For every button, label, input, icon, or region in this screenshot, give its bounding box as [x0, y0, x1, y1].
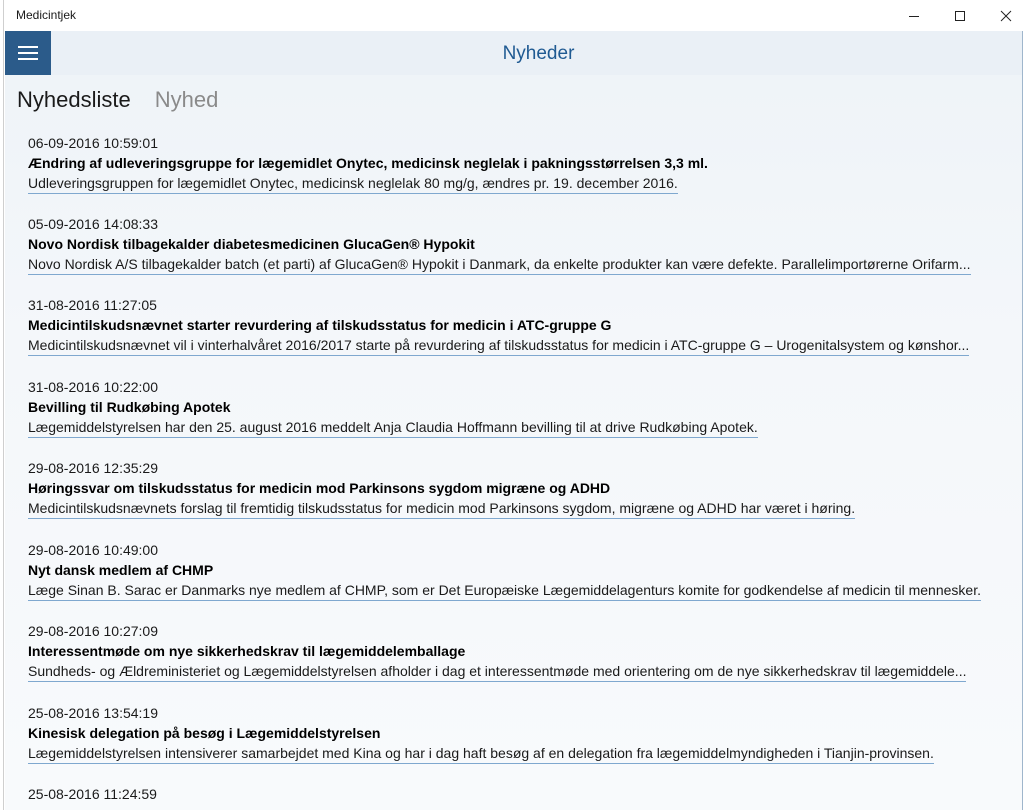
- news-date: 29-08-2016 12:35:29: [28, 460, 158, 476]
- pivot-tabs: [17, 87, 218, 117]
- news-date: 31-08-2016 11:27:05: [28, 297, 157, 313]
- news-date: 29-08-2016 10:27:09: [28, 623, 158, 639]
- news-summary: Lægemiddelstyrelsen intensiverer samarbejdet med Kina og har i dag haft besøg af en delegation fra lægemiddelmyndigheden i Tianjin-provinsen.: [28, 743, 934, 764]
- news-headline: Interessentmøde om nye sikkerhedskrav til lægemiddelemballage: [28, 643, 466, 659]
- news-item[interactable]: [28, 295, 1008, 361]
- app-header: [5, 31, 1022, 75]
- title-bar[interactable]: [4, 0, 1027, 31]
- news-summary: Lægemiddelstyrelsen har den 25. august 2016 meddelt Anja Claudia Hoffmann bevilling til at drive Rudkøbing Apotek.: [28, 417, 758, 438]
- news-item[interactable]: [28, 540, 1008, 606]
- page-title: Nyheder: [502, 43, 575, 64]
- news-item[interactable]: [28, 784, 1008, 804]
- tab-nyhedsliste[interactable]: Nyhedsliste: [17, 87, 131, 112]
- news-headline: Ændring af udleveringsgruppe for lægemidlet Onytec, medicinsk neglelak i pakningsstørrelsen 3,3 ml.: [28, 155, 708, 171]
- news-summary: Udleveringsgruppen for lægemidlet Onytec, medicinsk neglelak 80 mg/g, ændres pr. 19. december 2016.: [28, 173, 678, 194]
- maximize-icon: [954, 10, 966, 22]
- close-icon: [1000, 10, 1012, 22]
- app-content: [5, 31, 1022, 810]
- news-summary: Sundheds- og Ældreministeriet og Lægemiddelstyrelsen afholder i dag et interessentmøde med orientering om de nye sikkerhedskrav til lægemiddele...: [28, 661, 966, 682]
- news-item[interactable]: [28, 621, 1008, 687]
- maximize-button[interactable]: [937, 0, 983, 31]
- minimize-button[interactable]: [891, 0, 937, 31]
- news-headline: Novo Nordisk tilbagekalder diabetesmedicinen GlucaGen® Hypokit: [28, 236, 475, 252]
- news-item[interactable]: [28, 214, 1008, 280]
- news-summary: Læge Sinan B. Sarac er Danmarks nye medlem af CHMP, som er Det Europæiske Lægemiddelagenturs komite for godkendelse af medicin til mennesker.: [28, 580, 981, 601]
- news-item[interactable]: [28, 133, 1008, 199]
- news-item[interactable]: [28, 377, 1008, 443]
- news-headline: Nyt dansk medlem af CHMP: [28, 562, 214, 578]
- close-button[interactable]: [983, 0, 1027, 31]
- window-right-border: [1022, 31, 1027, 810]
- news-headline: Medicintilskudsnævnet starter revurdering af tilskudsstatus for medicin i ATC-gruppe G: [28, 317, 612, 333]
- news-date: 29-08-2016 10:49:00: [28, 542, 158, 558]
- news-summary: Medicintilskudsnævnet vil i vinterhalvåret 2016/2017 starte på revurdering af tilskudsstatus for medicin i ATC-gruppe G – Urogenitalsystem og kønshor...: [28, 335, 969, 356]
- hamburger-menu-button[interactable]: [5, 31, 51, 75]
- tab-nyhed[interactable]: Nyhed: [154, 87, 219, 112]
- minimize-icon: [908, 10, 920, 22]
- news-headline: Kinesisk delegation på besøg i Lægemiddelstyrelsen: [28, 725, 381, 741]
- news-date: 31-08-2016 10:22:00: [28, 379, 158, 395]
- window-left-edge: [0, 0, 4, 810]
- hamburger-icon: [18, 45, 38, 61]
- news-item[interactable]: [28, 458, 1008, 524]
- news-date: 25-08-2016 13:54:19: [28, 705, 158, 721]
- news-headline: Bevilling til Rudkøbing Apotek: [28, 399, 231, 415]
- news-summary: Medicintilskudsnævnets forslag til fremtidig tilskudsstatus for medicin mod Parkinsons sygdom, migræne og ADHD har været i høring.: [28, 498, 855, 519]
- news-date: 25-08-2016 11:24:59: [28, 786, 157, 802]
- news-date: 06-09-2016 10:59:01: [28, 135, 158, 151]
- news-item[interactable]: [28, 703, 1008, 769]
- news-date: 05-09-2016 14:08:33: [28, 216, 158, 232]
- news-summary: Novo Nordisk A/S tilbagekalder batch (et parti) af GlucaGen® Hypokit i Danmark, da enkelte produkter kan være defekte. Parallelimportørerne Orifarm...: [28, 254, 971, 275]
- window-title: Medicintjek: [16, 8, 77, 22]
- news-headline: Høringssvar om tilskudsstatus for medicin mod Parkinsons sygdom migræne og ADHD: [28, 480, 611, 496]
